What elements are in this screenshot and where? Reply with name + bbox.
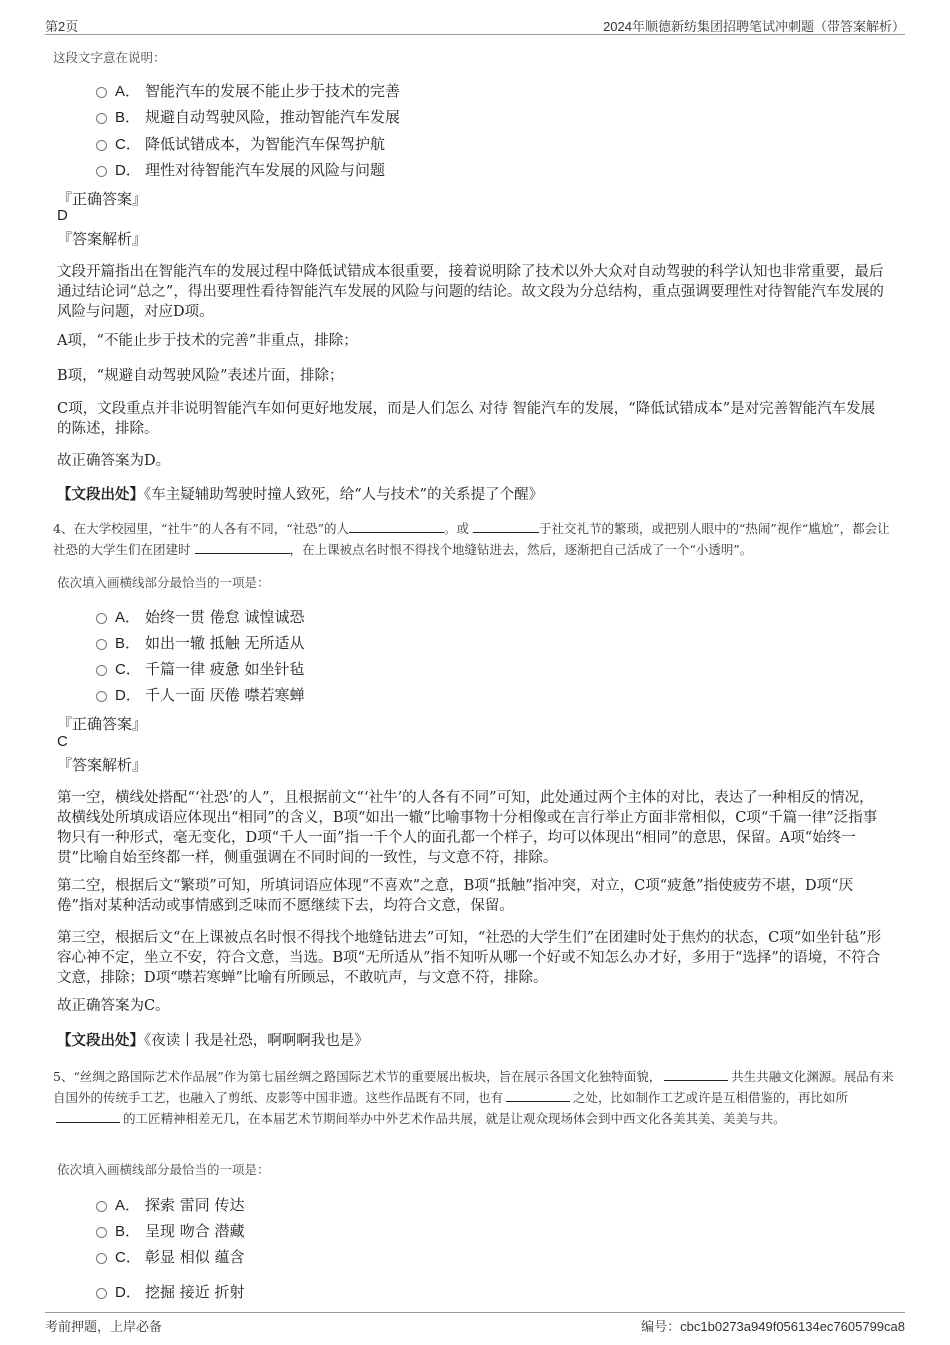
document-id: 编号：cbc1b0273a949f056134ec7605799ca8	[641, 1319, 905, 1334]
radio-icon[interactable]	[96, 613, 107, 624]
page-header	[45, 14, 905, 35]
q5-option-c[interactable]: C． 彰显 相似 蕴含	[96, 1246, 245, 1268]
q3-analysis-p2: A项，“不能止步于技术的完善”非重点，排除；	[57, 333, 358, 349]
blank-1	[349, 520, 444, 533]
q4-option-d[interactable]: D． 千人一面 厌倦 噤若寒蝉	[96, 684, 305, 706]
q3-option-b[interactable]: B． 规避自动驾驶风险，推动智能汽车发展	[96, 106, 400, 128]
q5-prompt: 依次填入画横线部分最恰当的一项是：	[57, 1162, 270, 1177]
q3-option-a[interactable]: A． 智能汽车的发展不能止步于技术的完善	[96, 80, 400, 102]
q4-stem: 4、在大学校园里，“社牛”的人各有不同，“社恐”的人 。或 于社交礼节的繁琐，或把别人眼中的“热闹”视作“尴尬”，都会让社恐的大学生们在团建时 ，在上课被点名时恨不得找个地缝钻进去，然后，逐渐把自己活成了一个“小透明”。	[53, 521, 890, 557]
q3-analysis-p1: 文段开篇指出在智能汽车的发展过程中降低试错成本很重要，接着说明除了技术以外大众对自动驾驶的科学认知也非常重要，最后通过结论词“总之”，得出要理性看待智能汽车发展的风险与问题的结论。故文段为分总结构，重点强调要理性对待智能汽车发展的风险与问题，对应D项。	[57, 264, 884, 320]
radio-icon[interactable]	[96, 140, 107, 151]
blank-2	[506, 1089, 570, 1102]
radio-icon[interactable]	[96, 1227, 107, 1238]
document-title: 2024年顺德新纺集团招聘笔试冲刺题（带答案解析）	[603, 19, 905, 34]
radio-icon[interactable]	[96, 691, 107, 702]
q3-analysis-p4: C项，文段重点并非说明智能汽车如何更好地发展，而是人们怎么 对待 智能汽车的发展，“降低试错成本”是对完善智能汽车发展的陈述，排除。	[57, 401, 876, 437]
blank-3	[195, 541, 290, 554]
radio-icon[interactable]	[96, 1253, 107, 1264]
radio-icon[interactable]	[96, 665, 107, 676]
q4-prompt: 依次填入画横线部分最恰当的一项是：	[57, 575, 270, 590]
q4-option-c[interactable]: C． 千篇一律 疲惫 如坐针毡	[96, 658, 305, 680]
q4-analysis-p1: 第一空，横线处搭配“‘社恐’的人”，且根据前文“‘社牛’的人各有不同”可知，此处通过两个主体的对比，表达了一种相反的情况，故横线处所填成语应体现出“相同”的含义，B项“如出一辙”比喻事物十分相像或在言行举止方面非常相似，C项“千篇一律”泛指事物只有一种形式，毫无变化，D项“千人一面”指一千个人的面孔都一个样子，均可以体现出“相同”的意思，保留。A项“始终一贯”比喻自始至终都一样，侧重强调在不同时间的一致性，与文意不符，排除。	[57, 790, 878, 866]
radio-icon[interactable]	[96, 87, 107, 98]
q4-analysis-p4: 故正确答案为C。	[57, 998, 170, 1014]
radio-icon[interactable]	[96, 1201, 107, 1212]
q5-option-d[interactable]: D． 挖掘 接近 折射	[96, 1281, 245, 1303]
page-footer	[45, 1312, 905, 1335]
q3-answer: D	[57, 207, 68, 224]
q3-prompt: 这段文字意在说明：	[53, 50, 166, 65]
blank-1	[664, 1068, 728, 1081]
q4-analysis-p2: 第二空，根据后文“繁琐”可知，所填词语应体现“不喜欢”之意，B项“抵触”指冲突，对立，C项“疲惫”指使疲劳不堪，D项“厌倦”指对某种活动或事情感到乏味而不愿继续下去，均符合文意，保留。	[57, 878, 854, 914]
page-number: 第2页	[45, 19, 79, 34]
q3-answer-label: 『正确答案』	[57, 190, 148, 208]
q4-answer: C	[57, 733, 68, 750]
q3-analysis-p5: 故正确答案为D。	[57, 453, 171, 469]
q4-analysis-p3: 第三空，根据后文“在上课被点名时恨不得找个地缝钻进去”可知，“社恐的大学生们”在团建时处于焦灼的状态，C项“如坐针毡”形容心神不定，坐立不安，符合文意，当选。B项“无所适从”指不知听从哪一个好或不知怎么办才好，多用于“选择”的语境，不符合文意，排除；D项“噤若寒蝉”比喻有所顾忌，不敢吭声，与文意不符，排除。	[57, 930, 882, 986]
q4-answer-label: 『正确答案』	[57, 715, 148, 733]
q4-analysis-label: 『答案解析』	[57, 756, 148, 774]
q4-option-a[interactable]: A． 始终一贯 倦怠 诚惶诚恐	[96, 606, 305, 628]
radio-icon[interactable]	[96, 113, 107, 124]
radio-icon[interactable]	[96, 639, 107, 650]
q3-option-c[interactable]: C． 降低试错成本，为智能汽车保驾护航	[96, 133, 385, 155]
radio-icon[interactable]	[96, 1288, 107, 1299]
footer-slogan: 考前押题，上岸必备	[45, 1319, 163, 1334]
q3-analysis-label: 『答案解析』	[57, 230, 148, 248]
blank-3	[56, 1110, 120, 1123]
blank-2	[473, 520, 539, 533]
q3-analysis-p3: B项，“规避自动驾驶风险”表述片面，排除；	[57, 368, 344, 384]
q4-option-b[interactable]: B． 如出一辙 抵触 无所适从	[96, 632, 305, 654]
q5-option-b[interactable]: B． 呈现 吻合 潜藏	[96, 1220, 245, 1242]
radio-icon[interactable]	[96, 166, 107, 177]
q3-option-d[interactable]: D． 理性对待智能汽车发展的风险与问题	[96, 159, 385, 181]
q3-source: 【文段出处】《车主疑辅助驾驶时撞人致死，给“人与技术”的关系提了个醒》	[57, 486, 544, 503]
q5-option-a[interactable]: A． 探索 雷同 传达	[96, 1194, 245, 1216]
q5-stem: 5、“丝绸之路国际艺术作品展”作为第七届丝绸之路国际艺术节的重要展出板块，旨在展示各国文化独特面貌， 共生共融文化渊源。展品有来自国外的传统手工艺，也融入了剪纸、皮影等中国非遗。这些作品既有不同，也有 之处，比如制作工艺或许是互相借鉴的，再比如所的工匠精神相差无几，在本届艺术节期间举办中外艺术作品共展，就是让观众现场体会到中西文化各美其美、美美与共。	[53, 1069, 894, 1126]
q4-source: 【文段出处】《夜读丨我是社恐，啊啊啊我也是》	[57, 1032, 369, 1049]
